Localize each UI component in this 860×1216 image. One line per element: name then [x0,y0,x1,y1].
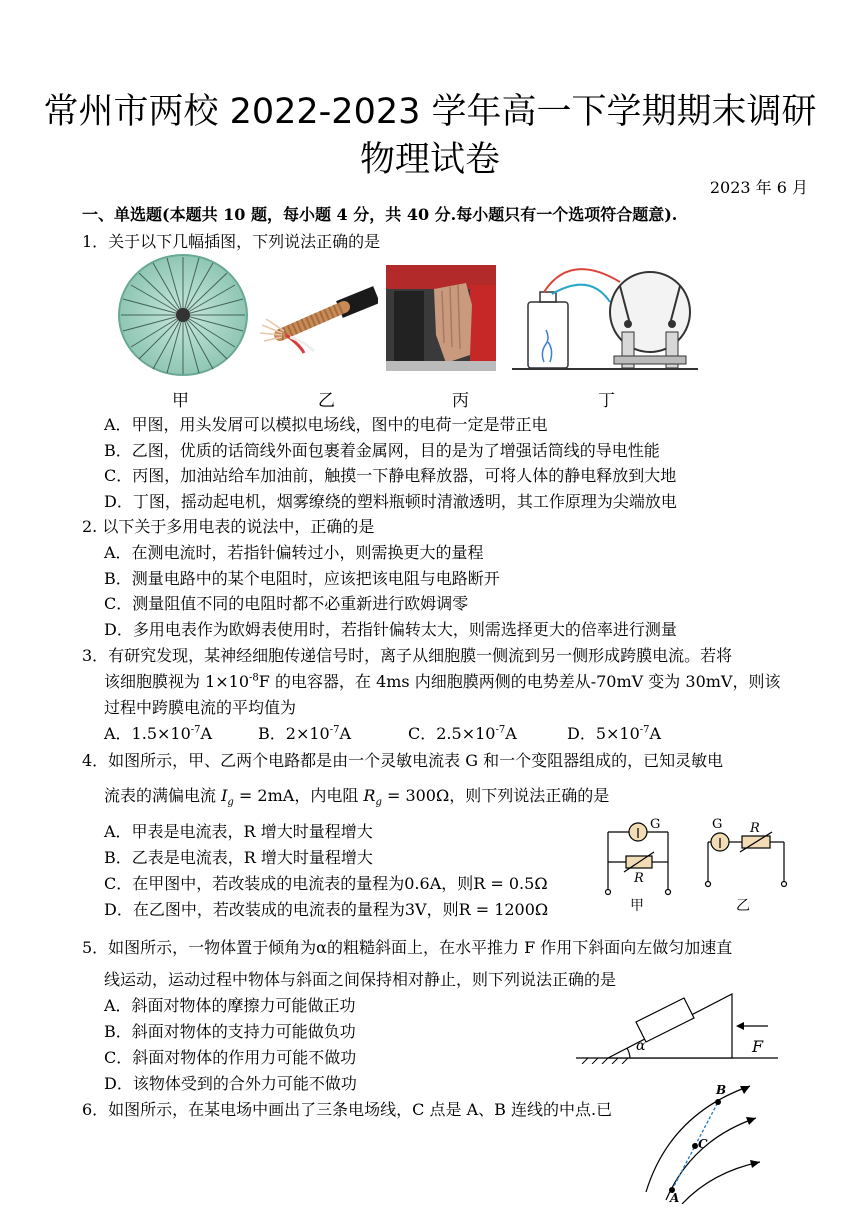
q4-option-d: D．在乙图中，若改装成的电流表的量程为3V，则R = 1200Ω [104,900,549,919]
fig4-caption-yi: 乙 [736,898,750,914]
q4-line2: 流表的满偏电流 $I_g = 2mA$，内电阻 $R_g = 300\Omega$，则下列说法正确的是 [104,786,610,809]
q4-option-b: B．乙表是电流表，R 增大时量程增大 [104,848,373,867]
fig5-label-alpha: α [636,1038,646,1054]
fig4-label-g-jia: G [650,817,661,832]
q1-caption-ding: 丁 [598,391,615,411]
electrostatic-machine-figure [510,262,700,374]
q1-stem: 1．关于以下几幅插图，下列说法正确的是 [82,232,381,251]
q5-option-d: D．该物体受到的合外力可能不做功 [104,1074,357,1093]
q3-line3: 过程中跨膜电流的平均值为 [104,698,297,717]
q2-option-d: D．多用电表作为欧姆表使用时，若指针偏转太大，则需选择更大的倍率进行测量 [104,620,677,639]
q3-option-b: B．$2\times 10^{-7}A$ [258,724,352,743]
q1-option-b: B．乙图，优质的话筒线外面包裹着金属网，目的是为了增强话筒线的导电性能 [104,441,660,460]
fig4-caption-jia: 甲 [630,898,644,914]
fig4-label-g-yi: G [712,817,723,832]
page-subtitle: 物理试卷 [359,140,500,180]
q4-line1: 4．如图所示，甲、乙两个电路都是由一个灵敏电流表 G 和一个变阻器组成的，已知灵敏电 [82,751,724,770]
q1-option-a: A．甲图，用头发屑可以模拟电场线，图中的电荷一定是带正电 [104,415,548,434]
q5-option-a: A．斜面对物体的摩擦力可能做正功 [104,996,356,1015]
q5-line1: 5．如图所示，一物体置于倾角为α的粗糙斜面上，在水平推力 F 作用下斜面向左做匀加速直 [82,938,733,957]
q4-option-c: C．在甲图中，若改装成的电流表的量程为0.6A，则R = 0.5Ω [104,874,548,893]
q4-option-a: A．甲表是电流表，R 增大时量程增大 [104,822,373,841]
fig4-label-r-yi: R [750,821,760,836]
q6-line1: 6．如图所示，在某电场中画出了三条电场线，C 点是 A、B 连线的中点.已 [82,1100,613,1119]
fig6-label-b: B [716,1083,727,1097]
field-lines-abc-figure [642,1074,762,1204]
exam-date: 2023 年 6 月 [709,178,808,197]
q3-option-c: C．$2.5\times 10^{-7}A$ [408,724,517,743]
q3-option-d: D．$5\times 10^{-7}A$ [567,724,662,743]
page-title: 常州市两校 2022-2023 学年高一下学期期末调研 [43,92,817,132]
q1-caption-jia: 甲 [172,391,189,411]
q1-option-c: C．丙图，加油站给车加油前，触摸一下静电释放器，可将人体的静电释放到大地 [104,466,677,485]
hair-field-lines-figure [115,253,251,381]
q1-caption-yi: 乙 [318,391,335,411]
q5-line2: 线运动，运动过程中物体与斜面之间保持相对静止，则下列说法正确的是 [104,970,617,989]
fig5-label-f: F [752,1037,764,1056]
q1-caption-bing: 丙 [452,391,469,411]
incline-block-figure [572,988,782,1064]
galvanometer-circuits-figure [596,810,796,916]
q2-option-a: A．在测电流时，若指针偏转过小，则需换更大的量程 [104,543,484,562]
q2-option-c: C．测量阻值不同的电阻时都不必重新进行欧姆调零 [104,594,469,613]
q3-line2: 该细胞膜视为 $1\times 10^{-8}F$ 的电容器，在 4ms 内细胞膜两侧的电势差从-70mV 变为 30mV，则该 [104,672,781,691]
q5-option-c: C．斜面对物体的作用力可能不做功 [104,1048,357,1067]
q3-option-a: A．$1.5\times 10^{-7}A$ [104,724,213,743]
fig6-label-a: A [670,1191,680,1204]
fig6-label-c: C [698,1137,708,1151]
q1-option-d: D．丁图，摇动起电机，烟雾缭绕的塑料瓶顿时清澈透明，其工作原理为尖端放电 [104,492,677,511]
section-heading: 一、单选题(本题共 10 题，每小题 4 分，共 40 分.每小题只有一个选项符合题意). [82,205,678,224]
q5-option-b: B．斜面对物体的支持力可能做负功 [104,1022,356,1041]
fig4-label-r-jia: R [634,871,644,886]
static-discharger-figure [386,265,496,371]
q2-option-b: B．测量电路中的某个电阻时，应该把该电阻与电路断开 [104,569,500,588]
q3-line1: 3．有研究发现，某神经细胞传递信号时，离子从细胞膜一侧流到另一侧形成跨膜电流。若将 [82,646,733,665]
q2-stem: 2. 以下关于多用电表的说法中，正确的是 [82,517,375,536]
shielded-cable-figure [260,285,378,355]
